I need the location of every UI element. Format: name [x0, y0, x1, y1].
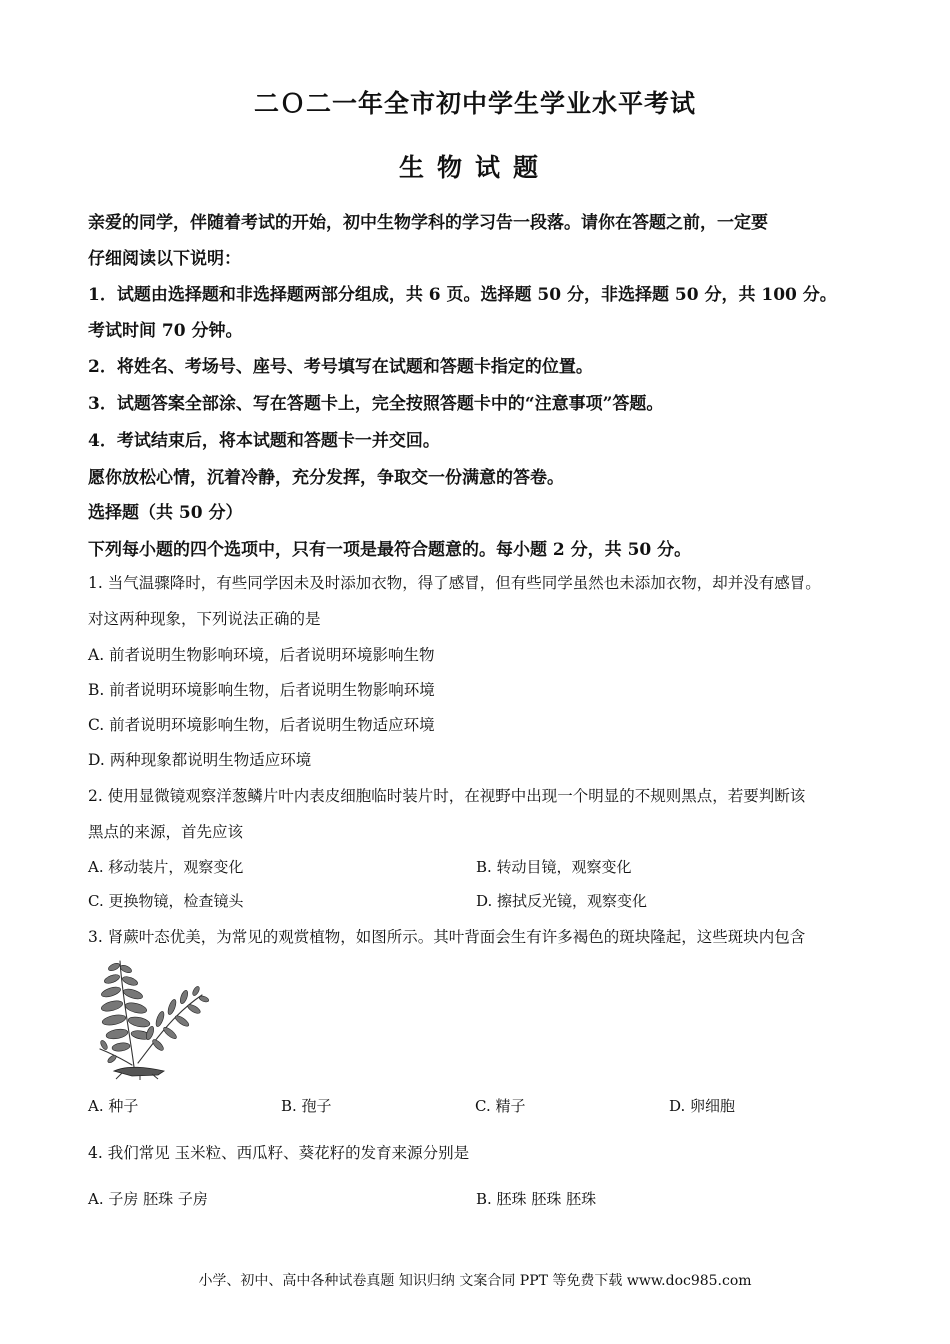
wish-line: 愿你放松心情，沉着冷静，充分发挥，争取交一份满意的答卷。: [88, 468, 564, 488]
q3-option-a: A. 种子: [88, 1097, 139, 1115]
q1-option-b: B. 前者说明环境影响生物，后者说明生物影响环境: [88, 681, 435, 699]
q3-option-b: B. 孢子: [281, 1097, 332, 1115]
q3-stem: 3. 肾蕨叶态优美，为常见的观赏植物，如图所示。其叶背面会生有许多褐色的斑块隆起，这些斑块内包含: [88, 928, 806, 946]
fern-illustration: [92, 955, 210, 1080]
page-footer: 小学、初中、高中各种试卷真题 知识归纳 文案合同 PPT 等免费下载 www.doc985.com: [198, 1273, 752, 1289]
q2-option-d: D. 擦拭反光镜，观察变化: [476, 892, 648, 910]
q2-option-a: A. 移动装片，观察变化: [88, 858, 244, 876]
q3-option-d: D. 卵细胞: [669, 1097, 736, 1115]
q2-stem-line-1: 2. 使用显微镜观察洋葱鳞片叶内表皮细胞临时装片时，在视野中出现一个明显的不规则黑点，若要判断该: [88, 787, 806, 805]
q2-stem-line-2: 黑点的来源，首先应该: [88, 823, 244, 841]
q3-option-c: C. 精子: [475, 1097, 526, 1115]
instruction-3: 3．试题答案全部涂、写在答题卡上，完全按照答题卡中的“注意事项”答题。: [88, 394, 664, 414]
intro-line-1: 亲爱的同学，伴随着考试的开始，初中生物学科的学习告一段落。请你在答题之前，一定要: [88, 213, 768, 233]
instruction-1a: 1．试题由选择题和非选择题两部分组成，共 6 页。选择题 50 分，非选择题 50 分，共 100 分。: [88, 285, 837, 305]
instruction-2: 2．将姓名、考场号、座号、考号填写在试题和答题卡指定的位置。: [88, 357, 593, 377]
q4-stem: 4. 我们常见 玉米粒、西瓜籽、葵花籽的发育来源分别是: [88, 1144, 470, 1162]
instruction-4: 4．考试结束后，将本试题和答题卡一并交回。: [88, 431, 440, 451]
q1-option-a: A. 前者说明生物影响环境，后者说明环境影响生物: [88, 646, 435, 664]
page-subtitle: 生物试题: [398, 153, 551, 182]
q1-option-c: C. 前者说明环境影响生物，后者说明生物适应环境: [88, 716, 435, 734]
section-heading: 选择题（共 50 分）: [88, 503, 243, 523]
section-description: 下列每小题的四个选项中，只有一项是最符合题意的。每小题 2 分，共 50 分。: [88, 540, 692, 560]
q4-option-a: A. 子房 胚珠 子房: [88, 1190, 208, 1208]
q1-option-d: D. 两种现象都说明生物适应环境: [88, 751, 312, 769]
q2-option-b: B. 转动目镜，观察变化: [476, 858, 632, 876]
instruction-1b: 考试时间 70 分钟。: [88, 321, 243, 341]
intro-line-2: 仔细阅读以下说明：: [88, 249, 241, 269]
page-title: 二Ｏ二一年全市初中学生学业水平考试: [253, 89, 696, 118]
q1-stem-line-1: 1. 当气温骤降时，有些同学因未及时添加衣物，得了感冒，但有些同学虽然也未添加衣物，却并没有感冒。: [88, 574, 821, 592]
q2-option-c: C. 更换物镜，检查镜头: [88, 892, 244, 910]
q4-option-b: B. 胚珠 胚珠 胚珠: [476, 1190, 597, 1208]
q1-stem-line-2: 对这两种现象，下列说法正确的是: [88, 610, 321, 628]
